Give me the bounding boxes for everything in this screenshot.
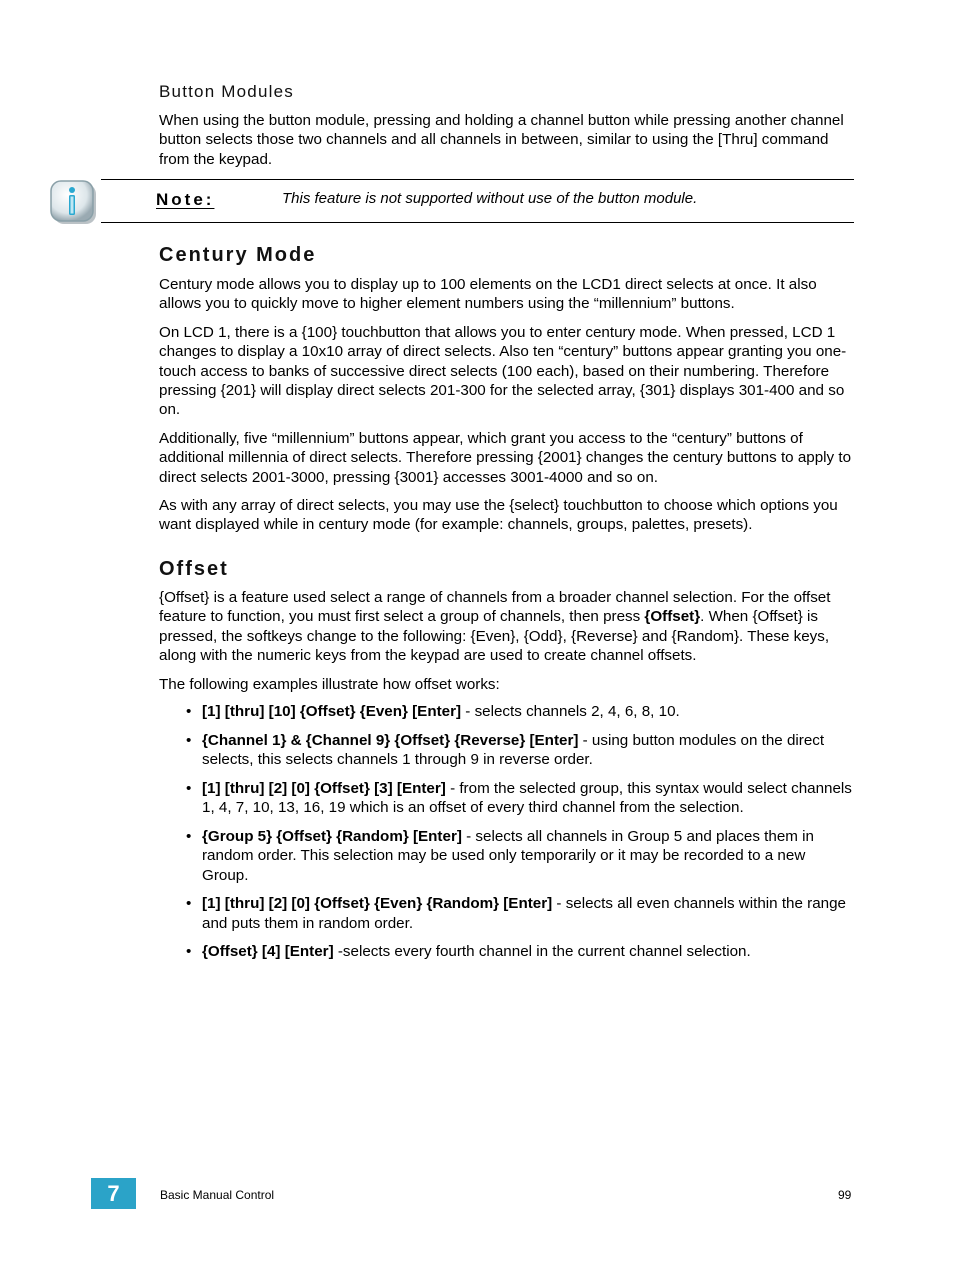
example-syntax: [1] [thru] [10] {Offset} {Even} [Enter] <box>202 703 462 720</box>
button-modules-body: When using the button module, pressing and holding a channel button while pressing another channel button selects those two channels and all channels in between, similar to using the [Thru] command from the keypad. <box>159 112 844 168</box>
note-label: Note: <box>156 190 215 209</box>
example-description: - from the selected group, this syntax would select channels 1, 4, 7, 10, 13, 16, 19 which is an offset of every third channel from the selection. <box>202 779 852 817</box>
button-modules-heading: Button Modules <box>159 82 294 101</box>
list-item <box>186 894 854 933</box>
century-para-2: On LCD 1, there is a {100} touchbutton that allows you to enter century mode. When pressed, LCD 1 changes to display a 10x10 array of direct selects. Also ten “century” buttons appear granting you one-touch access to banks of successive direct selects (100 each), based on their numbering. Therefore pressing {201} will display direct selects 201-300 for the selected array, {301} displays 301-400 and so on. <box>159 324 847 419</box>
footer-chapter-title: Basic Manual Control <box>160 1188 275 1202</box>
offset-intro <box>159 588 854 665</box>
page-number: 99 <box>838 1188 852 1202</box>
offset-heading: Offset <box>159 558 229 580</box>
note-bottom-rule <box>101 222 854 223</box>
list-item <box>186 702 854 721</box>
example-syntax: {Channel 1} & {Channel 9} {Offset} {Reverse} [Enter] <box>202 731 579 749</box>
example-description: - selects channels 2, 4, 6, 8, 10. <box>461 703 680 720</box>
list-item <box>186 731 854 770</box>
offset-intro-text: {Offset} is a feature used select a range of channels from a broader channel selection. For the offset feature to function, you must first select a group of channels, then press <box>159 589 831 626</box>
list-item <box>186 827 854 885</box>
example-description: - using button modules on the direct selects, this selects channels 1 through 9 in reverse order. <box>202 731 825 769</box>
offset-examples-list <box>186 702 854 971</box>
list-item <box>186 779 854 818</box>
chapter-number-badge: 7 <box>91 1178 136 1209</box>
example-syntax: [1] [thru] [2] [0] {Offset} [3] [Enter] <box>202 779 446 797</box>
info-icon <box>48 178 100 228</box>
note-text: This feature is not supported without use of the button module. <box>282 190 698 207</box>
century-mode-heading: Century Mode <box>159 244 317 266</box>
century-para-4: As with any array of direct selects, you may use the {select} touchbutton to choose which options you want displayed while in century mode (for example: channels, groups, palettes, presets). <box>159 497 838 534</box>
offset-intro-text: . When {Offset} is pressed, the softkeys change to the following: {Even}, {Odd}, {Reverse} and {Random}. These keys, along with the numeric keys from the keypad are used to create channel offsets. <box>159 608 830 664</box>
offset-examples-intro: The following examples illustrate how offset works: <box>159 676 500 693</box>
example-syntax: [1] [thru] [2] [0] {Offset} {Even} {Random} [Enter] <box>202 895 553 913</box>
example-description: - selects all even channels within the range and puts them in random order. <box>202 895 846 932</box>
century-para-3: Additionally, five “millennium” buttons appear, which grant you access to the “century” buttons of additional millennia of direct selects. Therefore pressing {2001} changes the century buttons to apply to direct selects 2001-3000, pressing {3001} accesses 3001-4000 and so on. <box>159 430 852 486</box>
example-description: - selects all channels in Group 5 and places them in random order. This selection may be used only temporarily or it may be recorded to a new Group. <box>202 827 814 884</box>
example-syntax: {Offset} [4] [Enter] <box>202 943 334 961</box>
example-syntax: {Group 5} {Offset} {Random} [Enter] <box>202 827 462 845</box>
century-para-1: Century mode allows you to display up to 100 elements on the LCD1 direct selects at once. It also allows you to quickly move to higher element numbers using the “millennium” buttons. <box>159 276 817 313</box>
note-top-rule <box>101 179 854 180</box>
example-description: -selects every fourth channel in the current channel selection. <box>333 943 751 961</box>
offset-intro-key: {Offset} <box>644 608 701 626</box>
list-item <box>186 942 854 961</box>
